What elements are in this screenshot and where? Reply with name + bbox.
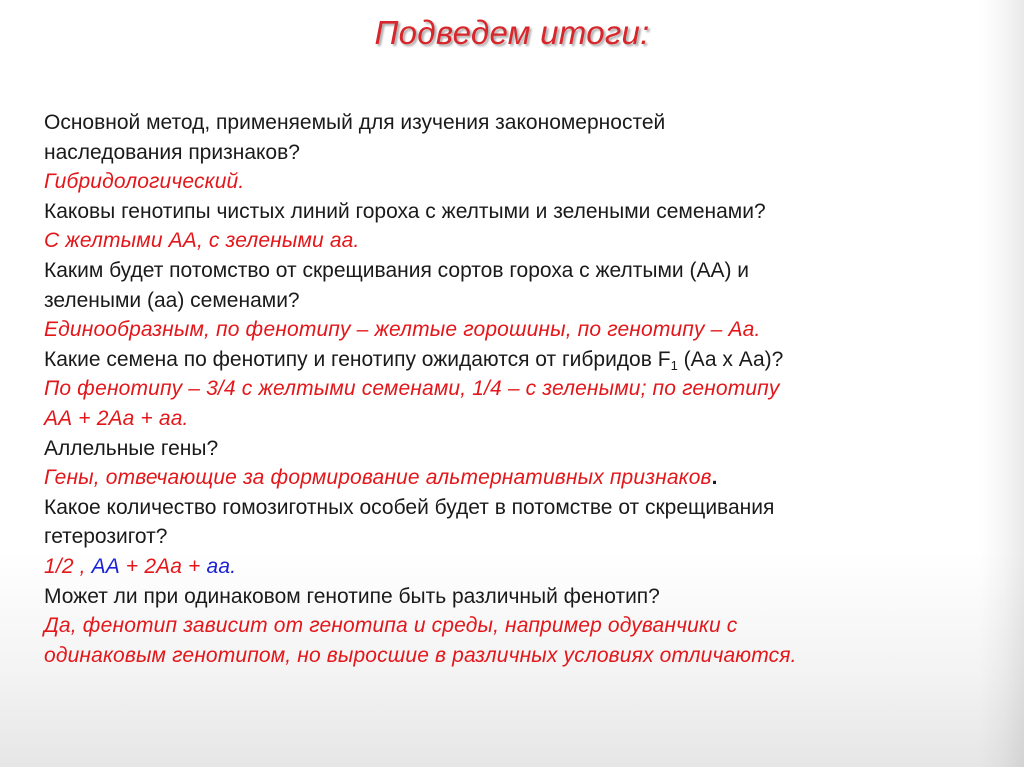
highlight-text: аа. [206, 554, 237, 578]
slide-content [44, 108, 984, 670]
subscript: 1 [670, 357, 678, 373]
question-text: Какие семена по фенотипу и генотипу ожидаются от гибридов F [44, 347, 671, 371]
answer-line [44, 463, 984, 493]
question-line: зелеными (аа) семенами? [44, 288, 300, 312]
trailing-period: . [711, 466, 718, 490]
question-line: Основной метод, применяемый для изучения закономерностей [44, 111, 666, 134]
slide-title: Подведем итоги: [374, 14, 650, 51]
slide-edge-shadow [978, 0, 1024, 767]
question-line: Каковы генотипы чистых линий гороха с желтыми и зелеными семенами? [44, 199, 766, 223]
question-line [44, 345, 984, 375]
answer-line: Гибридологический. [44, 170, 245, 194]
question-line: гетерозигот? [44, 525, 168, 549]
answer-line: Единообразным, по фенотипу – желтые горошины, по генотипу – Аа. [44, 318, 761, 342]
answer-line [44, 552, 984, 582]
answer-line: По фенотипу – 3/4 с желтыми семенами, 1/4 – с зелеными; по генотипу [44, 377, 780, 401]
answer-line: одинаковым генотипом, но выросшие в различных условиях отличаются. [44, 643, 797, 667]
question-line: Каким будет потомство от скрещивания сортов гороха с желтыми (АА) и [44, 258, 750, 282]
question-line: Какое количество гомозиготных особей будет в потомстве от скрещивания [44, 495, 775, 519]
question-line: наследования признаков? [44, 140, 300, 164]
question-line: Может ли при одинаковом генотипе быть различный фенотип? [44, 584, 660, 608]
answer-text: Гены, отвечающие за формирование альтернативных признаков [44, 466, 712, 490]
answer-line: С желтыми АА, с зелеными аа. [44, 229, 360, 253]
answer-line: АА + 2Аа + аа. [44, 406, 189, 430]
answer-text: + 2Аа + [119, 554, 207, 578]
question-text: (Аа х Аа)? [677, 347, 784, 371]
question-line: Аллельные гены? [44, 436, 219, 460]
highlight-text: АА [91, 554, 120, 578]
answer-text: 1/2 , [44, 554, 92, 578]
answer-line: Да, фенотип зависит от генотипа и среды, например одуванчики с [44, 614, 738, 638]
